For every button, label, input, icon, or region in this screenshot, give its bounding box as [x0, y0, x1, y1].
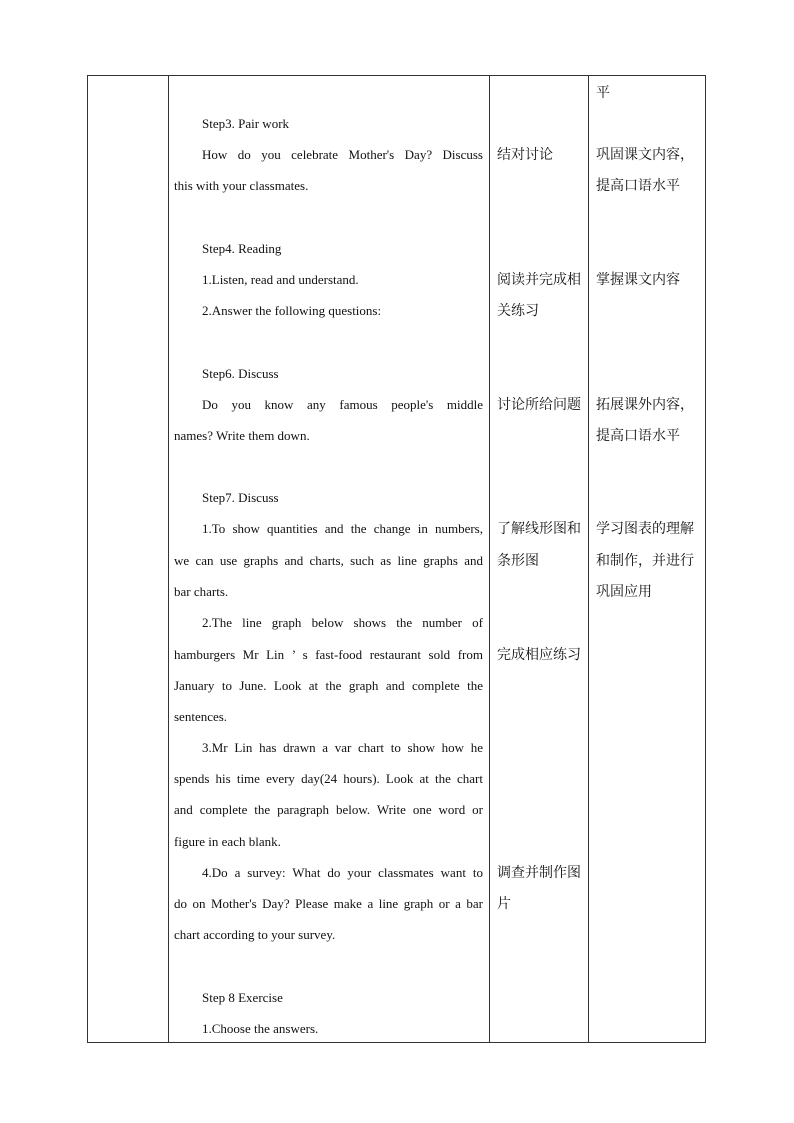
purpose-line: 和制作，并进行 [596, 553, 694, 569]
activity-line: we can use graphs and charts, such as line graphs and [174, 553, 483, 568]
activity-line: and complete the paragraph below. Write one word or [174, 802, 483, 817]
activity-line: How do you celebrate Mother's Day? Discuss [202, 147, 483, 162]
student-activity-line: 阅读并完成相 [497, 272, 581, 288]
purpose-line: 提高口语水平 [596, 178, 680, 194]
student-activity-line: 条形图 [497, 553, 539, 569]
activity-line: sentences. [174, 709, 228, 724]
student-activity-line: 片 [497, 896, 511, 912]
purpose-line: 掌握课文内容 [596, 272, 680, 288]
activity-line: 2.The line graph below shows the number of [202, 615, 483, 630]
activity-line: Do you know any famous people's middle [202, 397, 483, 412]
purpose-column [588, 76, 707, 1042]
activity-line: January to June. Look at the graph and complete the [174, 678, 483, 693]
activity-line: Step 8 Exercise [202, 990, 283, 1005]
activity-line: Step3. Pair work [202, 116, 290, 131]
purpose-line: 平 [596, 85, 610, 101]
purpose-line: 提高口语水平 [596, 428, 680, 444]
activity-line: 1.Listen, read and understand. [202, 272, 359, 287]
student-activity-line: 结对讨论 [497, 147, 553, 163]
activity-line: do on Mother's Day? Please make a line graph or a bar [174, 896, 483, 911]
purpose-line: 巩固课文内容， [596, 147, 694, 163]
activity-line: spends his time every day(24 hours). Look at the chart [174, 771, 483, 786]
activity-line: 4.Do a survey: What do your classmates want to [202, 865, 483, 880]
purpose-line: 学习图表的理解 [596, 521, 694, 537]
activity-line: 1.Choose the answers. [202, 1021, 319, 1036]
purpose-line: 拓展课外内容， [596, 397, 694, 413]
student-activity-line: 关练习 [497, 303, 539, 319]
student-activity-line: 调查并制作图 [497, 865, 581, 881]
student-activity-column [489, 76, 588, 1042]
student-activity-line: 完成相应练习 [497, 647, 581, 663]
activity-line: names? Write them down. [174, 428, 310, 443]
activity-line: this with your classmates. [174, 178, 309, 193]
student-activity-line: 讨论所给问题 [497, 397, 581, 413]
activity-line: 1.To show quantities and the change in numbers, [202, 521, 483, 536]
purpose-line: 巩固应用 [596, 584, 652, 600]
activity-line: Step4. Reading [202, 241, 282, 256]
activity-line: chart according to your survey. [174, 927, 336, 942]
activity-line: hamburgers Mr Lin ’ s fast-food restaurant sold from [174, 647, 483, 662]
activity-line: figure in each blank. [174, 834, 281, 849]
student-activity-line: 了解线形图和 [497, 521, 581, 537]
teaching-activities-column [168, 76, 489, 1042]
activity-line: Step7. Discuss [202, 490, 279, 505]
lesson-plan-table [87, 75, 706, 1043]
activity-line: bar charts. [174, 584, 229, 599]
activity-line: 2.Answer the following questions: [202, 303, 382, 318]
activity-line: Step6. Discuss [202, 366, 279, 381]
activity-line: 3.Mr Lin has drawn a var chart to show how he [202, 740, 483, 755]
